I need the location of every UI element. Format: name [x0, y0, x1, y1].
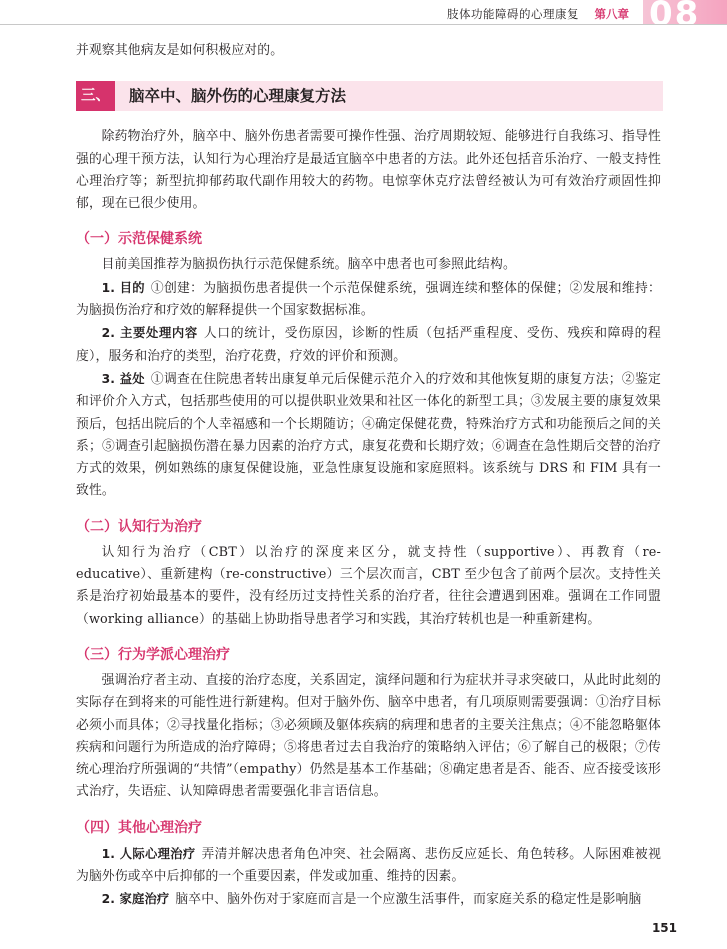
item-text: 脑卒中、脑外伤对于家庭而言是一个应激生活事件，而家庭关系的稳定性是影响脑	[175, 892, 642, 908]
list-item	[76, 888, 661, 911]
subsection-heading-2: （二）认知行为治疗	[76, 518, 202, 535]
chapter-number-badge	[643, 0, 727, 24]
subsection-heading-3: （三）行为学派心理治疗	[76, 646, 230, 663]
paragraph: 认知行为治疗（CBT）以治疗的深度来区分，就支持性（supportive）、再教育（re-educative）、重新建构（re-constructive）三个层次而言，CBT 至少包含了前两个层次。支持性关系是治疗初始最基本的要件，没有经历过支持性关系的治疗者，往往会遭遇到困难。强调在工作同盟（working alliance）的基础上协助指导患者学习和实践，其治疗转机也是一种重新建构。	[76, 544, 661, 627]
header-book-title: 肢体功能障碍的心理康复	[447, 7, 579, 21]
item-text: 弄清并解决患者角色冲突、社会隔离、悲伤反应延长、角色转移。人际困难被视为脑外伤或卒中后抑郁的一个重要因素，伴发或加重、维持的因素。	[76, 846, 662, 885]
header-chapter-label: 第八章	[594, 7, 629, 21]
running-header	[0, 0, 727, 26]
paragraph: 目前美国推荐为脑损伤执行示范保健系统。脑卒中患者也可参照此结构。	[101, 257, 516, 273]
item-lead: 1. 人际心理治疗	[101, 846, 196, 861]
continued-paragraph: 并观察其他病友是如何积极应对的。	[76, 43, 284, 58]
paragraph: 强调治疗者主动、直接的治疗态度，关系固定，演绎问题和行为症状并寻求突破口，从此时此刻的实际存在到将来的可能性进行新建构。但对于脑外伤、脑卒中患者，有几项原则需要强调：①治疗目标必须小而具体；②寻找量化指标；③必须顾及躯体疾病的病理和患者的主要关注焦点；④不能忽略躯体疾病和问题行为所造成的治疗障碍；⑤将患者过去自我治疗的策略纳入评估；⑥了解自己的极限；⑦传统心理治疗所强调的“共情”（empathy）仍然是基本工作基础；⑧确定患者是否、能否、应否接受该形式治疗，失语症、认知障碍患者需要强化非言语信息。	[76, 672, 661, 800]
list-item	[76, 368, 661, 503]
page-number: 151	[651, 921, 677, 935]
header-divider	[0, 24, 727, 25]
item-lead: 2. 家庭治疗	[101, 892, 170, 907]
section-intro-paragraph: 除药物治疗外，脑卒中、脑外伤患者需要可操作性强、治疗周期较短、能够进行自我练习、指导性强的心理干预方法，认知行为心理治疗是最适宜脑卒中患者的方法。此外还包括音乐治疗、一般支持性心理治疗等；新型抗抑郁药取代副作用较大的药物。电惊挛休克疗法曾经被认为可有效治疗顽固性抑郁，现在已很少使用。	[76, 129, 661, 212]
section-number: 三、	[76, 81, 115, 111]
item-lead: 3. 益处	[101, 371, 145, 386]
subsection-heading-1: （一）示范保健系统	[76, 231, 202, 248]
item-text: ①创建：为脑损伤患者提供一个示范保健系统，强调连续和整体的保健；②发展和维持：为脑损伤治疗和疗效的解释提供一个国家数据标准。	[76, 280, 661, 319]
section-heading-bar	[76, 81, 663, 111]
item-lead: 1. 目的	[101, 280, 145, 295]
page-body	[76, 40, 661, 912]
item-text: 人口的统计，受伤原因，诊断的性质（包括严重程度、受伤、残疾和障碍的程度），服务和治疗的类型，治疗花费，疗效的评价和预测。	[76, 326, 662, 364]
chapter-number: 08	[649, 0, 701, 24]
section-title: 脑卒中、脑外伤的心理康复方法	[129, 87, 347, 106]
item-lead: 2. 主要处理内容	[101, 326, 198, 341]
list-item	[76, 843, 661, 889]
list-item	[76, 322, 661, 368]
list-item	[76, 277, 661, 323]
subsection-heading-4: （四）其他心理治疗	[76, 819, 202, 836]
item-text: ①调查在住院患者转出康复单元后保健示范介入的疗效和其他恢复期的康复方法；②鉴定和评价介入方式，包括那些使用的可以提供职业效果和社区一体化的新型工具；③发展主要的康复效果预后，包括出院后的个人幸福感和一个长期随访；④确定保健花费，特殊治疗方式和功能预后之间的关系；⑤调查引起脑损伤潜在暴力因素的治疗方式，康复花费和长期疗效；⑥调查在急性期后交替的治疗方式的效果，例如熟练的康复保健设施，亚急性康复设施和家庭照料。该系统与 DRS 和 FIM 具有一致性。	[76, 371, 661, 499]
